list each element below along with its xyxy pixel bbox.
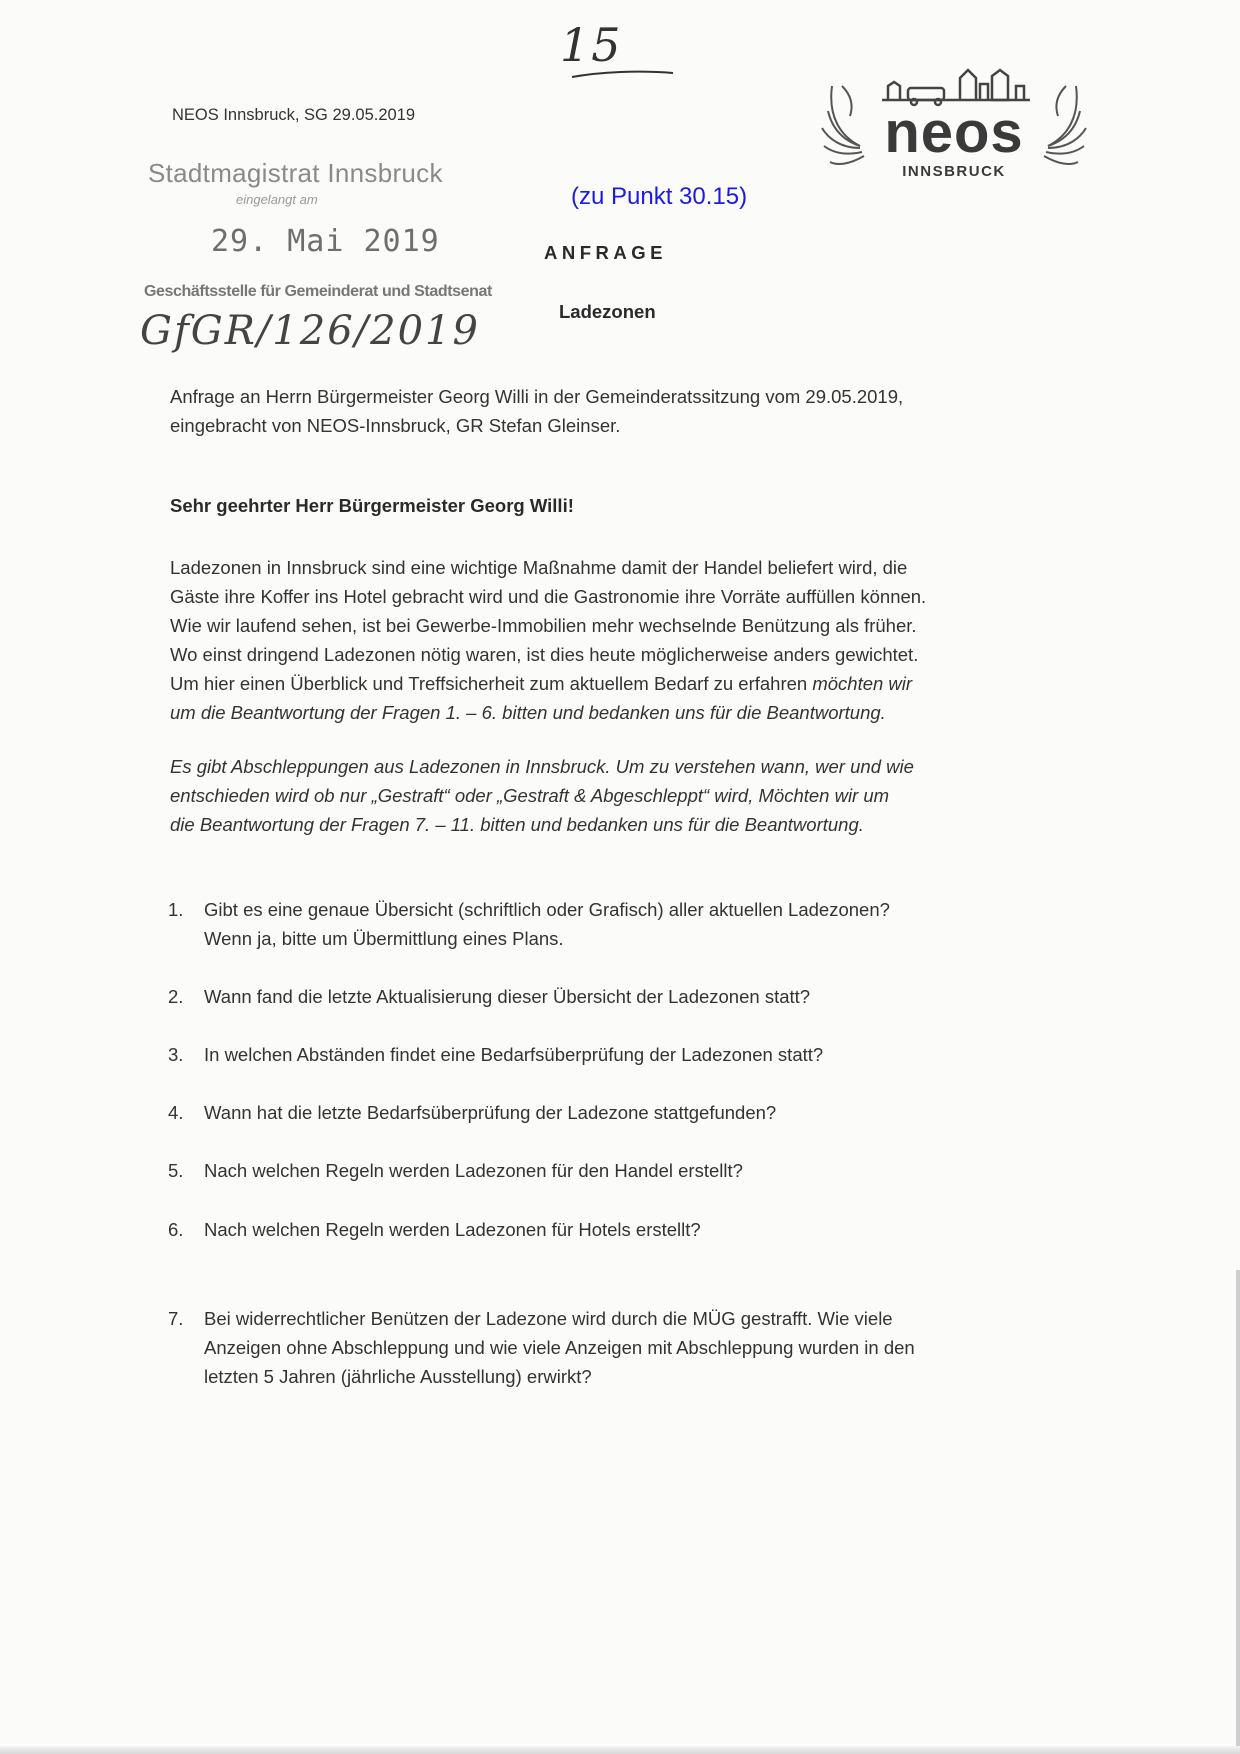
paragraph-line: Gäste ihre Koffer ins Hotel gebracht wird und die Gastronomie ihre Vorräte auffüllen können. xyxy=(170,586,927,607)
paragraph-line xyxy=(170,669,1130,698)
document-type: ANFRAGE xyxy=(544,242,667,263)
question-line: letzten 5 Jahren (jährliche Ausstellung) erwirkt? xyxy=(204,1366,592,1387)
intro-line: Anfrage an Herrn Bürgermeister Georg Willi in der Gemeinderatssitzung vom 29.05.2019, xyxy=(170,386,904,407)
question-text xyxy=(204,1040,1044,1069)
question-item xyxy=(168,982,1068,1012)
paragraph-text: Um hier einen Überblick und Treffsicherheit zum aktuellem Bedarf zu erfahren xyxy=(170,673,813,694)
question-text xyxy=(204,982,1044,1011)
neos-logo xyxy=(820,56,1088,186)
question-line: Anzeigen ohne Abschleppung und wie viele Anzeigen mit Abschleppung wurden in den xyxy=(204,1337,915,1358)
question-number: 2. xyxy=(168,986,184,1007)
paragraph-line: Wo einst dringend Ladezonen nötig waren, ist dies heute möglicherweise anders gewichtet. xyxy=(170,644,919,665)
neos-city: INNSBRUCK xyxy=(902,163,1006,180)
question-line: Wann hat die letzte Bedarfsüberprüfung der Ladezone stattgefunden? xyxy=(204,1102,777,1123)
question-item xyxy=(168,895,1068,955)
paragraph-line: entschieden wird ob nur „Gestraft“ oder „Gestraft & Abgeschleppt“ wird, Möchten wir um xyxy=(170,785,890,806)
question-text xyxy=(204,1156,1044,1185)
salutation: Sehr geehrter Herr Bürgermeister Georg Willi! xyxy=(170,495,574,516)
handwritten-underline xyxy=(570,68,675,82)
paragraph-line: Wie wir laufend sehen, ist bei Gewerbe-Immobilien mehr wechselnde Benützung als früher. xyxy=(170,615,917,636)
question-line: Nach welchen Regeln werden Ladezonen für den Handel erstellt? xyxy=(204,1160,743,1181)
paragraph-line xyxy=(170,698,1130,727)
handwritten-page-number: 15 xyxy=(560,18,623,72)
question-line: Wann fand die letzte Aktualisierung dieser Übersicht der Ladezonen statt? xyxy=(204,986,811,1007)
stamp-authority: Stadtmagistrat Innsbruck xyxy=(148,158,443,188)
handwritten-reference: GfGR/126/2019 xyxy=(140,308,480,354)
question-item xyxy=(168,1040,1068,1070)
paragraph-1 xyxy=(170,553,1130,727)
question-text xyxy=(204,1304,1044,1391)
paragraph-italic-text: möchten wir xyxy=(812,673,913,694)
question-line: Gibt es eine genaue Übersicht (schriftlich oder Grafisch) aller aktuellen Ladezonen? xyxy=(204,899,890,920)
sender-line: NEOS Innsbruck, SG 29.05.2019 xyxy=(172,106,416,124)
paragraph-line: Ladezonen in Innsbruck sind eine wichtige Maßnahme damit der Handel beliefert wird, die xyxy=(170,557,908,578)
agenda-note: (zu Punkt 30.15) xyxy=(571,183,748,210)
question-text xyxy=(204,1098,1044,1127)
question-item xyxy=(168,1215,1068,1245)
question-line: In welchen Abständen findet eine Bedarfsüberprüfung der Ladezonen statt? xyxy=(204,1044,824,1065)
question-text xyxy=(204,1215,1044,1244)
stamp-date: 29. Mai 2019 xyxy=(211,224,440,259)
paragraph-2 xyxy=(170,752,1130,839)
right-wing-icon xyxy=(1044,86,1086,164)
question-number: 3. xyxy=(168,1044,184,1065)
question-number: 1. xyxy=(168,899,184,920)
left-wing-icon xyxy=(822,86,864,164)
question-item xyxy=(168,1098,1068,1128)
question-text xyxy=(204,895,1044,953)
stamp-office: Geschäftsstelle für Gemeinderat und Stadtsenat xyxy=(144,283,492,300)
question-line: Nach welchen Regeln werden Ladezonen für Hotels erstellt? xyxy=(204,1219,701,1240)
paragraph-line: Es gibt Abschleppungen aus Ladezonen in Innsbruck. Um zu verstehen wann, wer und wie xyxy=(170,756,914,777)
question-number: 7. xyxy=(168,1308,184,1329)
question-item xyxy=(168,1156,1068,1186)
intro xyxy=(170,382,1130,440)
intro-line: eingebracht von NEOS-Innsbruck, GR Stefan Gleinser. xyxy=(170,415,621,436)
scan-bottom-edge xyxy=(0,1746,1240,1754)
paragraph-line: die Beantwortung der Fragen 7. – 11. bitten und bedanken uns für die Beantwortung. xyxy=(170,814,864,835)
question-line: Wenn ja, bitte um Übermittlung eines Plans. xyxy=(204,928,564,949)
scan-edge xyxy=(1236,1270,1240,1750)
question-number: 4. xyxy=(168,1102,184,1123)
question-number: 6. xyxy=(168,1219,184,1240)
question-item xyxy=(168,1304,1068,1394)
subject: Ladezonen xyxy=(559,301,656,322)
neos-wordmark: neos xyxy=(884,100,1024,165)
paragraph-italic-text: um die Beantwortung der Fragen 1. – 6. bitten und bedanken uns für die Beantwortung. xyxy=(170,702,886,723)
question-number: 5. xyxy=(168,1160,184,1181)
stamp-received-label: eingelangt am xyxy=(236,192,318,207)
question-line: Bei widerrechtlicher Benützen der Ladezone wird durch die MÜG gestrafft. Wie viele xyxy=(204,1308,893,1329)
